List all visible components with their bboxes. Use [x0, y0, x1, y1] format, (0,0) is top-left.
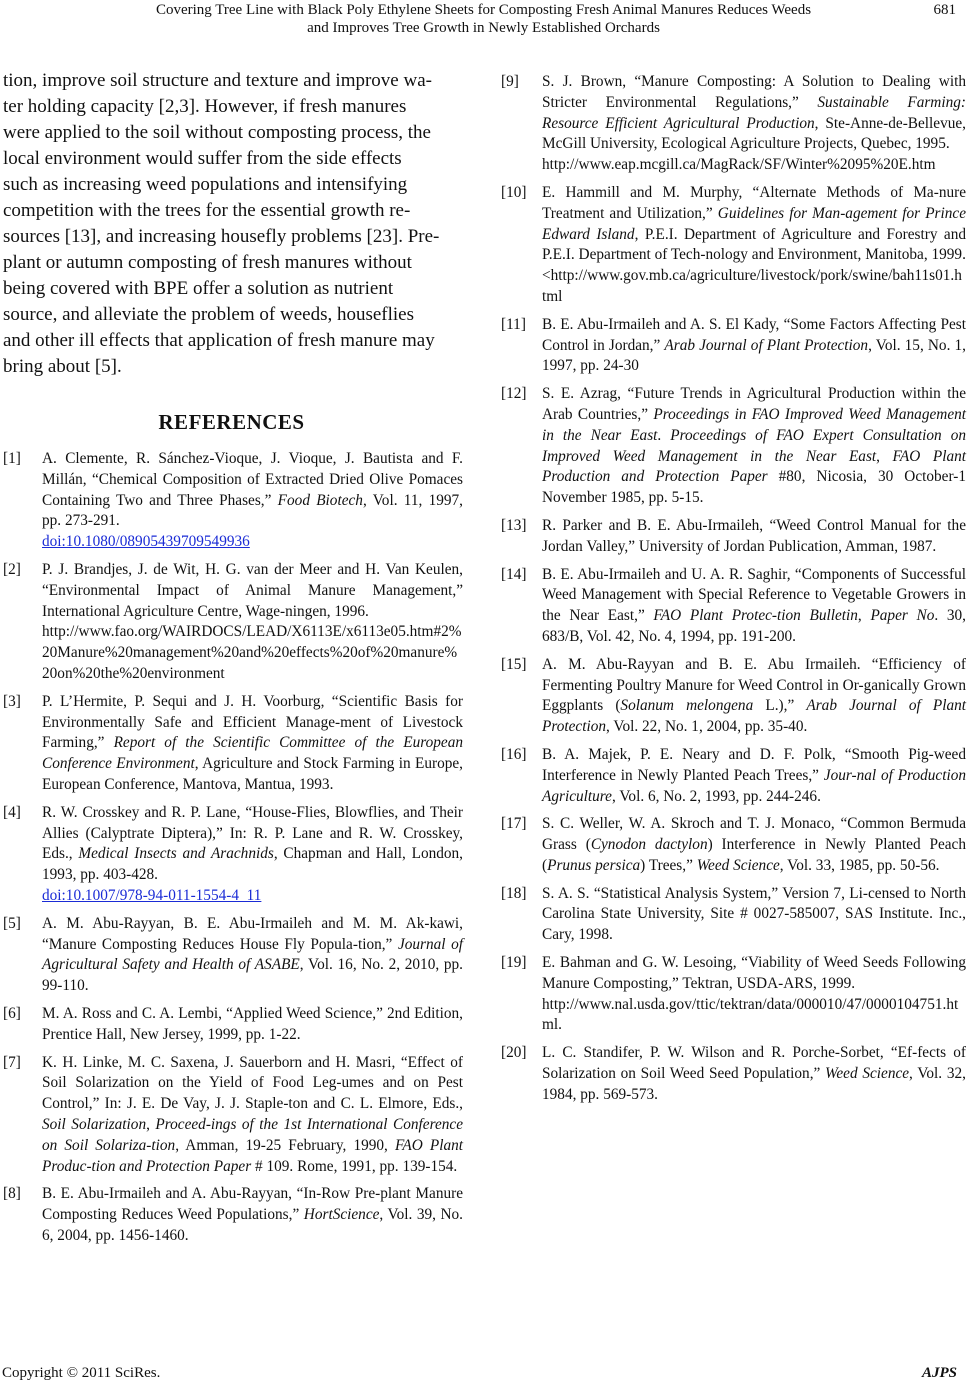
- body-line: and other ill effects that application of fresh manure may: [3, 330, 435, 351]
- body-line: bring about [5].: [3, 356, 122, 377]
- reference-text: , P.E.I. Department of Agriculture and Forestry and P.E.I. Department of Tech-nology and Environment, Manitoba, 1999.: [542, 225, 966, 264]
- url-link[interactable]: <http://www.gov.mb.ca/agriculture/livestock/pork/swine/bah11s01.html: [542, 267, 962, 305]
- reference-text: R. W. Crosskey and R. P. Lane, “House-Flies, Blowflies, and Their Allies (Calyptrate Diptera),” In: R. P. Lane and R. W. Crosskey, Eds.,: [42, 803, 463, 863]
- copyright-notice: Copyright © 2011 SciRes.: [2, 1365, 161, 1381]
- reference-text: #80, Nicosia, 30 October-1 November 1985, pp. 5-15.: [542, 468, 966, 507]
- reference-item: [500, 516, 966, 558]
- body-paragraph: [0, 68, 463, 380]
- reference-text: P. J. Brandjes, J. de Wit, H. G. van der Meer and H. Van Keulen, “Environmental Impact of Animal Manure Management,” International Agriculture Centre, Wage-ningen, 1996.: [42, 560, 463, 620]
- reference-text: K. H. Linke, M. C. Saxena, J. Sauerborn and H. Masri, “Effect of Soil Solarization on the Yield of Food Leg-umes and on Pest Control,” In: J. E. De Vay, J. J. Staple-ton and C. L. Elmore, Eds.,: [42, 1053, 463, 1113]
- body-line: were applied to the soil without composting process, the: [3, 122, 431, 143]
- reference-text: B. A. Majek, P. E. Neary and D. F. Polk, “Smooth Pig-weed Interference in Newly Planted Peach Trees,”: [542, 745, 966, 784]
- page-number: 681: [933, 2, 956, 18]
- url-link[interactable]: http://www.nal.usda.gov/ttic/tektran/data/000010/47/0000104751.html.: [542, 995, 959, 1034]
- reference-journal: Medical Insects and Arachnids: [78, 845, 274, 863]
- reference-number: [18]: [501, 884, 527, 902]
- reference-journal: Proceedings in FAO Improved Weed Management in the Near East: [542, 405, 967, 444]
- reference-text: , Ste-Anne-de-Bellevue, McGill University, Ecological Agriculture Projects, Quebec, 1995.: [542, 114, 966, 153]
- body-line: sources [13], and increasing housefly problems [23]. Pre-: [3, 226, 440, 247]
- reference-text: R. Parker and B. E. Abu-Irmaileh, “Weed Control Manual for the Jordan Valley,” University of Jordan Publication, Amman, 1987.: [542, 516, 966, 555]
- reference-item: [500, 745, 966, 807]
- reference-text: ) Trees,”: [640, 856, 697, 874]
- reference-item: [0, 1053, 463, 1178]
- reference-journal: Soil Solarization: [42, 1115, 147, 1133]
- reference-text: L. C. Standifer, P. W. Wilson and R. Porche-Sorbet, “Ef-fects of Solarization on Soil Weed Seed Population,”: [542, 1044, 966, 1083]
- reference-text: S. C. Weller, W. A. Skroch and T. J. Monaco, “Common Bermuda Grass (: [542, 815, 966, 854]
- reference-text: ,: [146, 1115, 156, 1133]
- reference-text: S. E. Azrag, “Future Trends in Agricultural Production within the Arab Countries,”: [542, 385, 966, 423]
- reference-number: [17]: [501, 815, 527, 833]
- reference-journal: FAO Plant Production and Protection Paper: [542, 447, 966, 486]
- reference-journal: HortScience: [303, 1206, 380, 1224]
- reference-item: [0, 1004, 463, 1046]
- reference-number: [4]: [3, 803, 21, 821]
- reference-number: [20]: [501, 1044, 527, 1062]
- reference-text: B. E. Abu-Irmaileh and A. Abu-Rayyan, “In-Row Pre-plant Manure Composting Reduces Weed Populations,”: [42, 1185, 463, 1224]
- reference-species: Cynodon dactylon: [590, 836, 708, 854]
- body-line: being covered with BPE offer a solution as nutrient: [3, 278, 394, 299]
- body-line: competition with the trees for the essential growth re-: [3, 200, 411, 221]
- right-column: [500, 72, 966, 1106]
- reference-text: B. E. Abu-Irmaileh and U. A. R. Saghir, “Components of Successful Weed Management with Special Reference to Vegetable Growers in the Near East,”: [542, 565, 966, 625]
- reference-text: A. M. Abu-Rayyan and B. E. Abu Irmaileh. “Efficiency of Fermenting Poultry Manure for Weed Control in Or-ganically Grown Eggplants (: [542, 655, 966, 715]
- reference-text: , Chapman and Hall, London, 1993, pp. 403-428.: [42, 845, 464, 884]
- reference-number: [5]: [3, 914, 21, 932]
- reference-species: Solanum melongena: [620, 697, 754, 715]
- reference-journal: Proceed-ings of the 1st International Conference on Soil Solariza-tion: [42, 1115, 463, 1154]
- reference-item: [0, 803, 463, 907]
- reference-text: , Agriculture and Stock Farming in Europe, European Conference, Mantova, Mantua, 1993.: [42, 755, 463, 793]
- reference-number: [7]: [3, 1053, 21, 1071]
- reference-item: [500, 72, 966, 176]
- references-heading: REFERENCES: [158, 410, 305, 434]
- reference-text: S. J. Brown, “Manure Composting: A Solution to Dealing with Stricter Environmental Regulations,”: [542, 73, 966, 111]
- journal-abbreviation: AJPS: [921, 1365, 957, 1381]
- reference-text: M. A. Ross and C. A. Lembi, “Applied Weed Science,” 2nd Edition, Prentice Hall, New Jersey, 1999, pp. 1-22.: [42, 1004, 463, 1043]
- body-line: local environment would suffer from the side effects: [3, 148, 402, 169]
- reference-text: , Vol. 33, 1985, pp. 50-56.: [779, 856, 940, 874]
- reference-item: [0, 560, 463, 685]
- reference-journal: Sustainable Farming: Resource Efficient Agricultural Production: [542, 93, 966, 132]
- reference-text: , Vol. 15, No. 1, 1997, pp. 24-30: [542, 336, 966, 375]
- reference-text: , Vol. 32, 1984, pp. 569-573.: [542, 1065, 966, 1103]
- reference-journal: Arab Journal of Plant Protection: [664, 336, 869, 354]
- reference-number: [6]: [3, 1004, 21, 1022]
- reference-item: [0, 692, 463, 796]
- reference-text: , Vol. 39, No. 6, 2004, pp. 1456-1460.: [42, 1206, 464, 1244]
- doi-link[interactable]: doi:10.1007/978-94-011-1554-4_11: [42, 886, 262, 904]
- reference-text: .: [657, 426, 671, 444]
- reference-text: , Vol. 22, No. 1, 2004, pp. 35-40.: [606, 718, 808, 736]
- reference-journal: Guidelines for Man-agement for Prince Edward Island: [542, 204, 966, 243]
- reference-text: A. M. Abu-Rayyan, B. E. Abu-Irmaileh and M. M. Ak-kawi, “Manure Composting Reduces House Fly Popula-tion,”: [42, 914, 463, 953]
- reference-journal: Jour-nal of Production Agriculture: [542, 766, 966, 805]
- reference-item: [500, 565, 966, 648]
- reference-text: B. E. Abu-Irmaileh and A. S. El Kady, “Some Factors Affecting Pest Control in Jordan,”: [542, 315, 966, 354]
- reference-text: , Vol. 6, No. 2, 1993, pp. 244-246.: [611, 787, 821, 805]
- reference-text: S. A. S. “Statistical Analysis System,” Version 7, Li-censed to North Carolina State University, Site # 0027-585007, SAS Institute. Inc., Cary, 1998.: [542, 884, 966, 944]
- reference-number: [12]: [501, 385, 527, 403]
- reference-text: E. Hammill and M. Murphy, “Alternate Methods of Ma-nure Treatment and Utilization,”: [542, 183, 966, 222]
- reference-journal: FAO Plant Protec-tion Bulletin: [653, 607, 858, 625]
- reference-text: ,: [876, 447, 893, 465]
- reference-journal: FAO Plant Produc-tion and Protection Paper: [42, 1136, 463, 1175]
- reference-number: [1]: [3, 450, 21, 467]
- reference-journal: Weed Science: [825, 1065, 910, 1083]
- reference-text: A. Clemente, R. Sánchez-Vioque, J. Vioque, J. Bautista and F. Millán, “Chemical Composition of Extracted Dried Olive Pomaces Containing Two and Three Phases,”: [42, 450, 463, 509]
- reference-number: [16]: [501, 745, 527, 763]
- reference-number: [19]: [501, 954, 527, 972]
- reference-text: , Amman, 19-25 February, 1990,: [175, 1136, 395, 1154]
- body-line: source, and alleviate the problem of weeds, houseflies: [3, 304, 414, 325]
- left-column: [0, 68, 463, 1247]
- reference-item: [0, 914, 463, 997]
- reference-text: # 109. Rome, 1991, pp. 139-154.: [251, 1157, 458, 1175]
- reference-item: [500, 814, 966, 876]
- reference-text: P. L’Hermite, P. Sequi and J. H. Voorburg, “Scientific Basis for Environmentally Safe and Efficient Manage-ment of Livestock Farming,”: [42, 692, 463, 752]
- reference-number: [14]: [501, 565, 527, 583]
- doi-link[interactable]: doi:10.1080/08905439709549936: [42, 533, 250, 551]
- reference-journal: Weed Science: [696, 856, 780, 874]
- reference-number: [10]: [501, 183, 527, 201]
- reference-text: L.),”: [753, 697, 807, 715]
- reference-number: [2]: [3, 560, 21, 578]
- page-footer: [0, 1365, 967, 1385]
- reference-number: [8]: [3, 1185, 21, 1203]
- url-link[interactable]: http://www.eap.mcgill.ca/MagRack/SF/Winter%2095%20E.htm: [542, 156, 936, 174]
- reference-journal: Journal of Agricultural Safety and Health of ASABE: [42, 935, 463, 974]
- reference-text: ) Interference in Newly Planted Peach (: [542, 836, 966, 874]
- reference-item: [500, 183, 966, 308]
- url-link[interactable]: http://www.fao.org/WAIRDOCS/LEAD/X6113E/x6113e05.htm#2%20Manure%20management%20and%20effects%20of%20manure%20on%20the%20environment: [42, 623, 462, 682]
- body-line: such as increasing weed populations and intensifying: [3, 174, 408, 195]
- reference-journal: Proceedings of FAO Expert Consultation on Improved Weed Management in the Near East: [542, 426, 966, 465]
- body-line: ter holding capacity [2,3]. However, if fresh manures: [3, 96, 407, 117]
- reference-journal: Report of the Scientific Committee of the European Conference Environment: [42, 734, 464, 773]
- body-line: plant or autumn composting of fresh manures without: [3, 252, 412, 273]
- reference-item: [500, 884, 966, 946]
- header-title-line1: Covering Tree Line with Black Poly Ethylene Sheets for Composting Fresh Animal Manures Reduces Weeds: [155, 2, 812, 18]
- reference-text: E. Bahman and G. W. Lesoing, “Viability of Weed Seeds Following Manure Composting,” Tektran, USDA-ARS, 1999.: [542, 954, 966, 992]
- reference-text: ,: [857, 607, 871, 625]
- reference-item: [500, 315, 966, 377]
- reference-journal: Food Biotech: [277, 491, 363, 509]
- reference-journal: Paper No: [870, 607, 935, 625]
- reference-text: , Vol. 16, No. 2, 2010, pp. 99-110.: [42, 956, 463, 995]
- reference-journal: Arab Journal of Plant Protection: [542, 697, 966, 736]
- reference-item: [500, 655, 966, 738]
- reference-number: [15]: [501, 655, 527, 673]
- reference-species: Prunus persica: [547, 856, 641, 874]
- header-title-line2: and Improves Tree Growth in Newly Established Orchards: [307, 20, 660, 36]
- running-header: [0, 0, 967, 44]
- reference-item: [500, 1043, 966, 1105]
- reference-number: [3]: [3, 692, 21, 710]
- reference-number: [13]: [501, 516, 527, 534]
- reference-number: [11]: [501, 315, 526, 333]
- body-line: tion, improve soil structure and texture and improve wa-: [3, 70, 432, 91]
- reference-item: [500, 953, 966, 1036]
- reference-number: [9]: [501, 73, 519, 90]
- reference-item: [0, 1184, 463, 1246]
- reference-text: , Vol. 11, 1997, pp. 273-291.: [42, 491, 464, 530]
- reference-text: . 30, 683/B, Vol. 42, No. 4, 1994, pp. 191-200.: [542, 607, 966, 645]
- reference-item: [500, 384, 966, 509]
- reference-item: [0, 449, 463, 553]
